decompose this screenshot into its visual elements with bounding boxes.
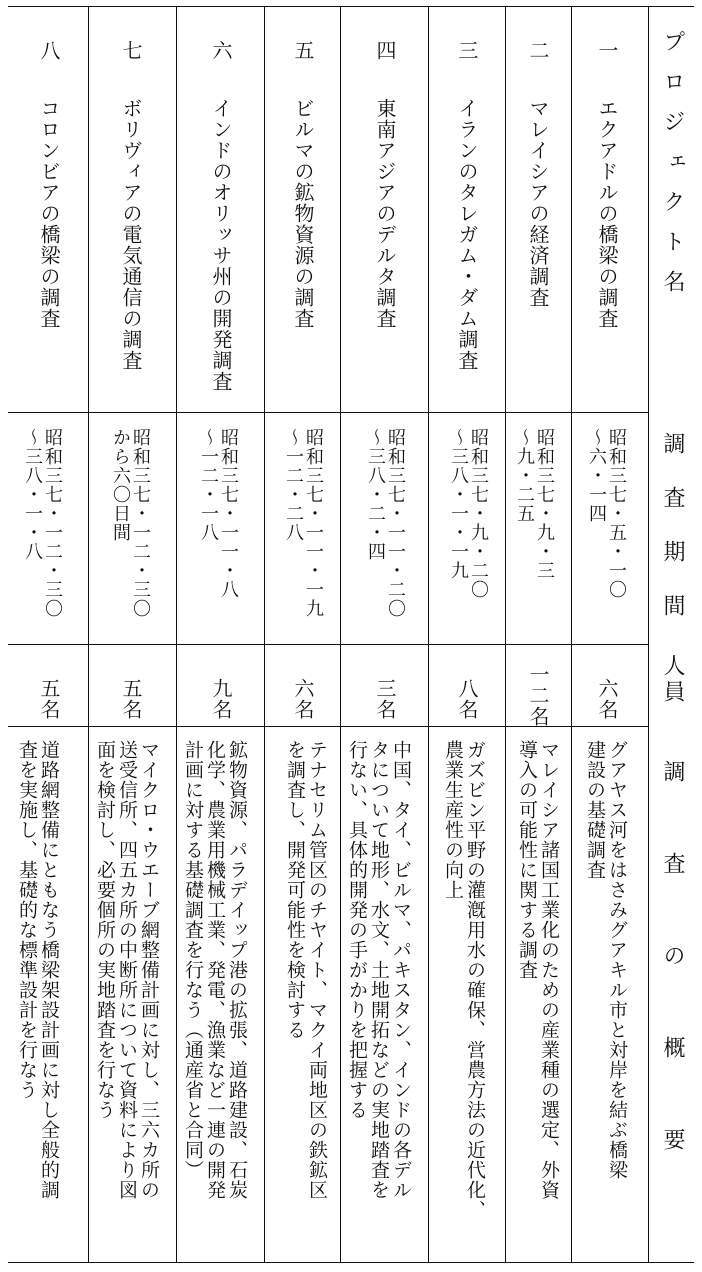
row-number: 二 <box>526 40 550 61</box>
survey-period: 昭和三七・一二・三〇 ～三八・一・八 <box>22 428 63 618</box>
header-people: 人員 <box>660 654 685 706</box>
bottom-rule <box>8 1262 694 1263</box>
top-rule <box>8 6 694 7</box>
col-divider <box>264 6 265 1262</box>
survey-period: 昭和三七・九・二〇 ～三八・一・一九 <box>448 428 489 599</box>
project-name: ビルマの鉱物資源の調査 <box>291 98 315 329</box>
row-number: 三 <box>455 40 479 61</box>
project-name: マレイシアの経済調査 <box>526 98 550 308</box>
row-number: 六 <box>209 40 233 61</box>
people-count: 三名 <box>373 678 397 720</box>
project-name: インドのオリッサ州の開発調査 <box>209 98 233 392</box>
project-name: ボリヴィアの電気通信の調査 <box>119 98 143 371</box>
header-summary: 調査の概要 <box>660 760 685 1220</box>
people-count: 五名 <box>119 678 143 720</box>
summary-text: ガズビン平野の灌漑用水の確保、営農方法の近代化、 農業生産性の向上 <box>442 740 486 1220</box>
survey-period: 昭和三七・一一・二〇 ～三八・二・四 <box>365 428 406 618</box>
row-number: 七 <box>119 40 143 61</box>
col-divider <box>176 6 177 1262</box>
project-name: 東南アジアのデルタ調査 <box>373 98 397 329</box>
col-divider <box>571 6 572 1262</box>
row-number: 八 <box>37 40 61 61</box>
row-number: 四 <box>373 40 397 61</box>
summary-text: マレイシア諸国工業化のための産業種の選定、外資 導入の可能性に関する調査 <box>516 740 560 1200</box>
summary-rule-top <box>8 726 648 727</box>
summary-text: テナセリム管区のチヤイト、マクイ両地区の鉄鉱区 を調査し、開発可能性を検討する <box>284 740 328 1200</box>
col-divider <box>428 6 429 1262</box>
project-name: エクアドルの橋梁の調査 <box>595 98 619 329</box>
row-number: 五 <box>291 40 315 61</box>
summary-text: 鉱物資源、パラデイップ港の拡張、道路建設、石炭 化学、農業用機械工業、発電、漁業など一連の開発 計画に対する基礎調査を行なう（通産省と合同） <box>182 740 248 1200</box>
col-divider <box>340 6 341 1262</box>
header-project: プロジェクト名 <box>660 30 685 310</box>
summary-text: 道路網整備にともなう橋梁架設計画に対し全般的調 査を実施し、基礎的な標準設計を行なう <box>16 740 60 1200</box>
people-count: 六名 <box>291 678 315 720</box>
header-period: 調査期間 <box>660 432 685 648</box>
summary-text: マイクロ・ウエーブ網整備計画に対し、三六カ所の 送受信所、四五カ所の中断所について資料により図 面を検討し、必要個所の実地踏査を行なう <box>94 740 160 1200</box>
survey-period: 昭和三七・一一・八 ～一二・一八 <box>198 428 239 599</box>
people-rule-top <box>8 644 648 645</box>
people-count: 六名 <box>595 678 619 720</box>
col-divider <box>648 6 649 1262</box>
survey-period: 昭和三七・一二・三〇 から六〇日間 <box>110 428 151 618</box>
summary-text: グアヤス河をはさみグアキル市と対岸を結ぶ橋梁 建設の基礎調査 <box>584 740 628 1180</box>
project-name: イランのタレガム・ダム調査 <box>455 98 479 371</box>
col-divider <box>505 6 506 1262</box>
survey-period: 昭和三七・五・一〇 ～六・一四 <box>586 428 627 599</box>
people-count: 八名 <box>455 678 479 720</box>
summary-text: 中国、タイ、ビルマ、パキスタン、インドの各デル タについて地形、水文、土地開拓などの実地踏査を 行ない、具体的開発の手がかりを把握する <box>346 740 412 1200</box>
project-name: コロンビアの橋梁の調査 <box>37 98 61 329</box>
people-count: 一二名 <box>526 664 550 727</box>
survey-period: 昭和三七・一一・一九 ～一二・二八 <box>283 428 324 618</box>
survey-period: 昭和三七・九・三 ～九・二五 <box>514 428 555 580</box>
period-rule-top <box>8 412 648 413</box>
col-divider <box>88 6 89 1262</box>
people-count: 九名 <box>209 678 233 720</box>
row-number: 一 <box>595 40 619 61</box>
people-count: 五名 <box>37 678 61 720</box>
